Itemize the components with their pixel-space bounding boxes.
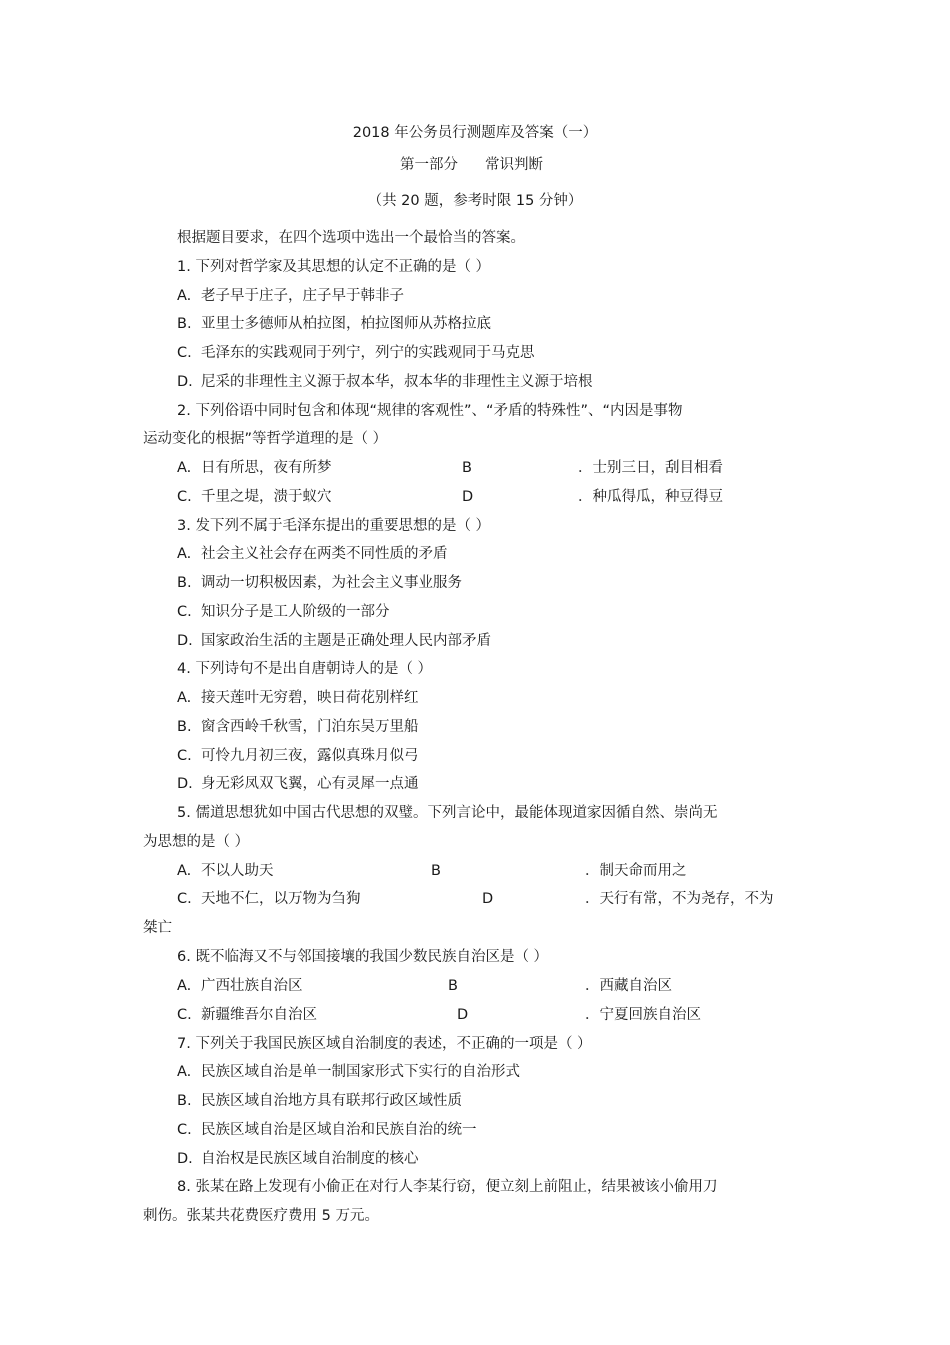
- option-text: 民族区域自治地方具有联邦行政区域性质: [201, 1093, 462, 1109]
- q5-option-d: ．天行有常，不为尧存，不为: [585, 891, 774, 907]
- option-letter: A.: [177, 863, 192, 879]
- option-letter: C.: [177, 489, 192, 505]
- document-title: 2018 年公务员行测题库及答案（一）: [352, 125, 598, 141]
- option-letter: B.: [177, 1093, 192, 1109]
- q5-option-c: [177, 889, 361, 909]
- q4-option-c: [177, 746, 419, 766]
- q6-option-a: [177, 976, 303, 996]
- q5-stem-line2: 为思想的是（ ）: [143, 834, 250, 850]
- option-letter: A.: [177, 978, 192, 994]
- q6-option-d: ．宁夏回族自治区: [585, 1007, 701, 1023]
- option-letter: C.: [177, 891, 192, 907]
- q5-option-b: ．制天命而用之: [585, 863, 687, 879]
- option-text: 接天莲叶无穷碧，映日荷花别样红: [201, 690, 419, 706]
- option-letter: A.: [177, 1064, 192, 1080]
- option-letter: C.: [177, 1122, 192, 1138]
- q2-stem-line2: 运动变化的根据”等哲学道理的是（ ）: [143, 431, 388, 447]
- q2-option-d-letter: D: [462, 489, 474, 505]
- option-text: 老子早于庄子，庄子早于韩非子: [201, 288, 404, 304]
- q3-option-c: [177, 602, 390, 622]
- q1-option-a: [177, 286, 404, 306]
- q1-option-c: [177, 343, 535, 363]
- option-text: 调动一切积极因素，为社会主义事业服务: [201, 575, 462, 591]
- option-text: 千里之堤，溃于蚁穴: [201, 489, 332, 505]
- option-text: 国家政治生活的主题是正确处理人民内部矛盾: [201, 633, 491, 649]
- option-letter: C.: [177, 1007, 192, 1023]
- q2-option-c: [177, 487, 332, 507]
- q6-option-b-letter: B: [448, 978, 458, 994]
- section-note: （共 20 题，参考时限 15 分钟）: [367, 193, 583, 209]
- section-part: 第一部分: [400, 157, 458, 173]
- q8-stem-line2: 刺伤。张某共花费医疗费用 5 万元。: [143, 1208, 379, 1224]
- q2-stem-line1: 2. 下列俗语中同时包含和体现“规律的客观性”、“矛盾的特殊性”、“内因是事物: [177, 403, 683, 419]
- q5-option-b-letter: B: [431, 863, 441, 879]
- q4-option-a: [177, 688, 419, 708]
- q6-option-b: ．西藏自治区: [585, 978, 672, 994]
- instruction: 根据题目要求，在四个选项中选出一个最恰当的答案。: [177, 230, 525, 246]
- q5-option-a: [177, 861, 274, 881]
- option-text: 尼采的非理性主义源于叔本华，叔本华的非理性主义源于培根: [201, 374, 593, 390]
- q6-option-d-letter: D: [457, 1007, 469, 1023]
- option-text: 知识分子是工人阶级的一部分: [201, 604, 390, 620]
- option-text: 民族区域自治是区域自治和民族自治的统一: [201, 1122, 477, 1138]
- q3-stem: 3. 发下列不属于毛泽东提出的重要思想的是（ ）: [177, 518, 491, 534]
- q6-stem: 6. 既不临海又不与邻国接壤的我国少数民族自治区是（ ）: [177, 949, 549, 965]
- option-text: 社会主义社会存在两类不同性质的矛盾: [201, 546, 448, 562]
- q5-stem-line1: 5. 儒道思想犹如中国古代思想的双璧。下列言论中，最能体现道家因循自然、崇尚无: [177, 805, 718, 821]
- q2-option-a: [177, 458, 332, 478]
- q3-option-d: [177, 631, 491, 651]
- option-text: 不以人助天: [201, 863, 274, 879]
- q2-option-d: ．种瓜得瓜，种豆得豆: [578, 489, 723, 505]
- option-text: 日有所思，夜有所梦: [201, 460, 332, 476]
- q7-option-b: [177, 1091, 462, 1111]
- q2-option-b: ．士别三日，刮目相看: [578, 460, 723, 476]
- option-letter: C.: [177, 345, 192, 361]
- option-text: 天地不仁，以万物为刍狗: [201, 891, 361, 907]
- option-letter: B.: [177, 316, 192, 332]
- option-text: 民族区域自治是单一制国家形式下实行的自治形式: [201, 1064, 520, 1080]
- q4-stem: 4. 下列诗句不是出自唐朝诗人的是（ ）: [177, 661, 433, 677]
- q5-option-d-cont: 桀亡: [143, 920, 172, 936]
- option-text: 自治权是民族区域自治制度的核心: [201, 1151, 419, 1167]
- option-text: 窗含西岭千秋雪，门泊东吴万里船: [201, 719, 419, 735]
- q7-option-c: [177, 1120, 477, 1140]
- option-text: 可怜九月初三夜，露似真珠月似弓: [201, 748, 419, 764]
- option-letter: A.: [177, 460, 192, 476]
- q4-option-b: [177, 717, 419, 737]
- q1-option-b: [177, 314, 491, 334]
- option-letter: D.: [177, 374, 193, 390]
- q7-stem: 7. 下列关于我国民族区域自治制度的表述，不正确的一项是（ ）: [177, 1036, 592, 1052]
- option-letter: D.: [177, 1151, 193, 1167]
- q7-option-d: [177, 1149, 419, 1169]
- option-letter: B.: [177, 575, 192, 591]
- option-letter: C.: [177, 604, 192, 620]
- option-letter: A.: [177, 690, 192, 706]
- q8-stem-line1: 8. 张某在路上发现有小偷正在对行人李某行窃，便立刻上前阻止，结果被该小偷用刀: [177, 1179, 718, 1195]
- option-letter: D.: [177, 633, 193, 649]
- q4-option-d: [177, 774, 419, 794]
- q7-option-a: [177, 1062, 520, 1082]
- option-text: 新疆维吾尔自治区: [201, 1007, 317, 1023]
- option-text: 广西壮族自治区: [201, 978, 303, 994]
- option-letter: A.: [177, 288, 192, 304]
- option-text: 亚里士多德师从柏拉图，柏拉图师从苏格拉底: [201, 316, 491, 332]
- option-text: 毛泽东的实践观同于列宁，列宁的实践观同于马克思: [201, 345, 535, 361]
- option-text: 身无彩凤双飞翼，心有灵犀一点通: [201, 776, 419, 792]
- section-name: 常识判断: [485, 157, 543, 173]
- q5-option-d-letter: D: [482, 891, 494, 907]
- q2-option-b-letter: B: [462, 460, 472, 476]
- q1-option-d: [177, 372, 593, 392]
- option-letter: B.: [177, 719, 192, 735]
- q3-option-a: [177, 544, 448, 564]
- option-letter: D.: [177, 776, 193, 792]
- option-letter: C.: [177, 748, 192, 764]
- q6-option-c: [177, 1005, 317, 1025]
- q1-stem: 1. 下列对哲学家及其思想的认定不正确的是（ ）: [177, 259, 491, 275]
- q3-option-b: [177, 573, 462, 593]
- option-letter: A.: [177, 546, 192, 562]
